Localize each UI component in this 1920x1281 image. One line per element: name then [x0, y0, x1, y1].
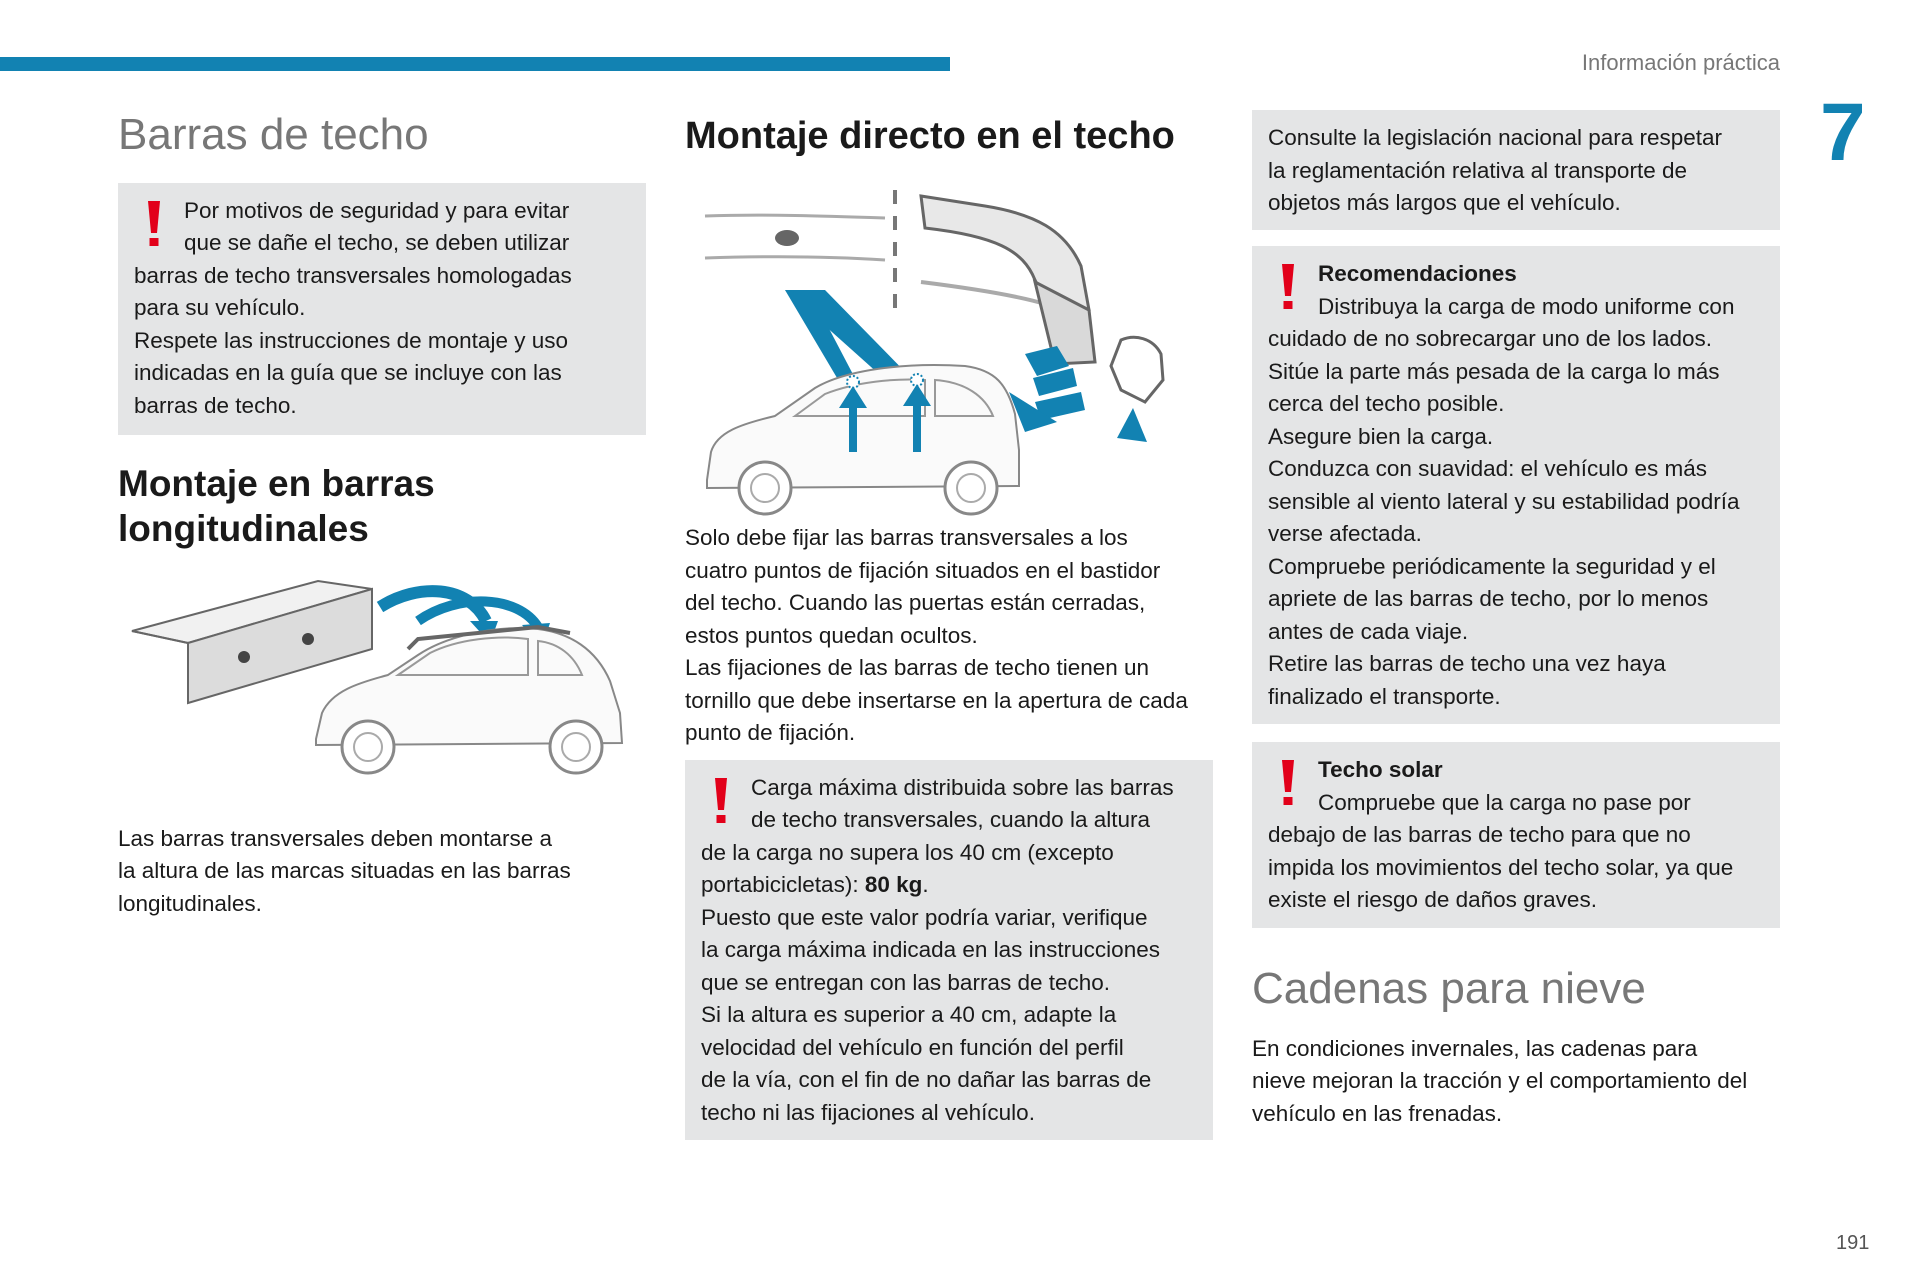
- roof-bars-title: Barras de techo: [118, 110, 429, 159]
- warning-exclamation-icon: [1280, 760, 1296, 806]
- max-load-warning-box: [685, 760, 1213, 1140]
- direct-mount-text: Solo debe fijar las barras transversales a los cuatro puntos de fijación situados en el bastidor del techo. Cuando las puertas están cerradas, estos puntos quedan ocultos. Las fijaciones de las barras de techo tienen un tornillo que debe insertarse en la apertura de cada punto de fijación.: [685, 525, 1188, 745]
- direct-mount-illustration: [685, 170, 1213, 518]
- snow-chains-title: Cadenas para nieve: [1252, 964, 1646, 1013]
- recommendations-box: [1252, 246, 1780, 724]
- column-roof-bars: [118, 110, 646, 920]
- recommendations-title: Recomendaciones: [1318, 261, 1517, 286]
- warning-exclamation-icon: [713, 778, 729, 824]
- warning-exclamation-icon: [1280, 264, 1296, 310]
- longitudinal-bars-text: Las barras transversales deben montarse a la altura de las marcas situadas en las barras longitudinales.: [118, 825, 571, 916]
- chapter-number: 7: [1820, 87, 1866, 178]
- recommendations-text: Recomendaciones Distribuya la carga de modo uniforme con cuidado de no sobrecargar uno de los lados. Sitúe la parte más pesada de la carga lo más cerca del techo posible. Asegure bien la carga. Conduzca con suavidad: el vehículo es más sensible al viento lateral y su estabilidad podría verse afectada. Compruebe periódicamente la seguridad y el apriete de las barras de techo, por lo menos antes de cada viaje. Retire las barras de techo una vez haya finalizado el transporte.: [1268, 258, 1764, 713]
- sunroof-text: Techo solar Compruebe que la carga no pase por debajo de las barras de techo para que no impida los movimientos del techo solar, ya que existe el riesgo de daños graves.: [1268, 754, 1764, 917]
- header-accent-bar: [0, 57, 950, 71]
- direct-mount-title: Montaje directo en el techo: [685, 115, 1175, 157]
- roof-bars-warning-box: [118, 183, 646, 435]
- legislation-text: Consulte la legislación nacional para respetar la reglamentación relativa al transporte de objetos más largos que el vehículo.: [1268, 125, 1723, 215]
- page-number: 191: [1836, 1232, 1870, 1254]
- longitudinal-bars-illustration: [118, 563, 646, 803]
- max-load-value: 80 kg: [864, 872, 923, 897]
- max-load-warning-text: Carga máxima distribuida sobre las barras de techo transversales, cuando la altura de la carga no supera los 40 cm (excepto portabicicletas): 80 kg. Puesto que este valor podría variar, verifique la carga máxima indicada en las instrucciones que se entregan con las barras de techo. Si la altura es superior a 40 cm, adapte la velocidad del vehículo en función del perfil de la vía, con el fin de no dañar las barras de techo ni las fijaciones al vehículo.: [701, 774, 1174, 1125]
- column-direct-mount: [685, 110, 1213, 1140]
- warning-exclamation-icon: [146, 201, 162, 247]
- column-recommendations: [1252, 110, 1780, 1130]
- roof-bars-warning-text: Por motivos de seguridad y para evitar que se dañe el techo, se deben utilizar barras de techo transversales homologadas para su vehículo. Respete las instrucciones de montaje y uso indicadas en la guía que se incluye con las barras de techo.: [134, 197, 572, 418]
- legislation-info-box: [1252, 110, 1780, 230]
- sunroof-title: Techo solar: [1318, 757, 1443, 782]
- snow-chains-text: En condiciones invernales, las cadenas para nieve mejoran la tracción y el comportamiento del vehículo en las frenadas.: [1252, 1035, 1748, 1126]
- longitudinal-bars-title: Montaje en barras longitudinales: [118, 462, 435, 549]
- section-label: Información práctica: [1581, 50, 1780, 75]
- sunroof-warning-box: [1252, 742, 1780, 928]
